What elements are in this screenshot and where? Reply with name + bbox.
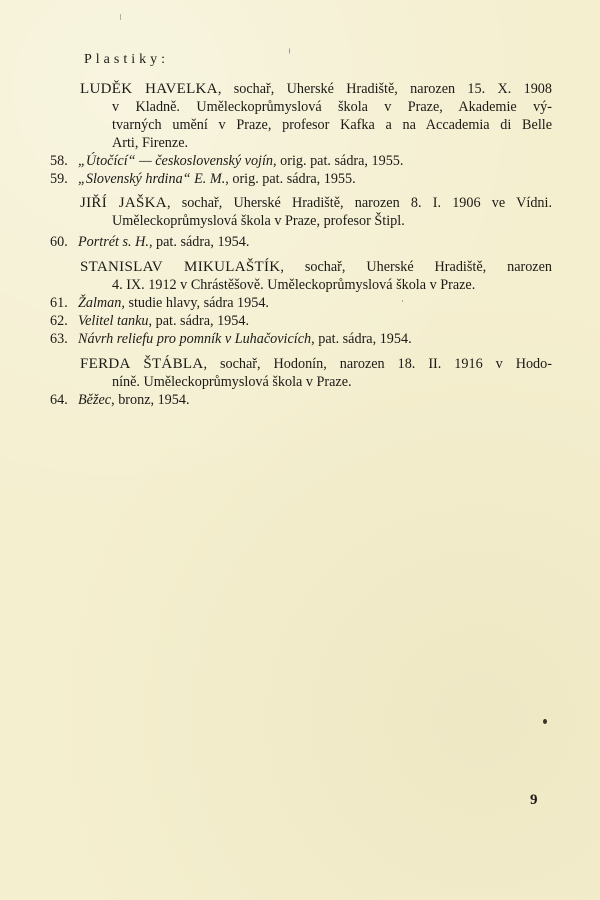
artist-name: STANISLAV MIKULAŠTÍK [80,259,281,275]
artist-bio-line [80,194,552,212]
work-details: , studie hlavy, sádra 1954. [121,295,269,311]
artist-entry-mikulastik [80,258,552,294]
work-item [50,170,570,188]
work-item [50,391,570,409]
work-number: 61. [50,295,68,311]
artist-name: FERDA ŠTÁBLA [80,356,204,372]
work-number: 64. [50,392,68,408]
work-details: , pat. sádra, 1954. [148,313,250,329]
work-number: 58. [50,153,68,169]
artist-bio-line [80,80,552,98]
work-title: Návrh reliefu pro pomník v Luhačovicích [78,331,312,347]
work-title: „Slovenský hrdina“ E. M. [78,171,226,187]
artist-bio-text: , sochař, Uherské Hradiště, narozen 15. X. 1908 [217,81,552,97]
section-heading: Plastiky: [84,52,170,67]
work-item [50,233,570,251]
work-number: 60. [50,234,68,250]
work-details: , pat. sádra, 1954. [148,234,250,250]
artist-bio-line: 4. IX. 1912 v Chrástěšově. Uměleckoprůmyslová škola v Praze. [112,277,476,293]
paper-mark [120,14,121,20]
work-item [50,152,570,170]
page-number: 9 [530,792,538,808]
artist-bio-line [80,258,552,276]
artist-bio-line: níně. Uměleckoprůmyslová škola v Praze. [112,374,352,390]
work-number: 62. [50,313,68,329]
work-title: „Útočící“ — československý vojín [78,153,274,169]
artist-bio-text: , sochař, Hodonín, narozen 18. II. 1916 v Hodo- [203,356,552,372]
artist-entry-havelka [80,80,552,152]
artist-bio-line: Uměleckoprůmyslová škola v Praze, profesor Štipl. [112,213,405,229]
artist-name: JIŘÍ JAŠKA [80,195,167,211]
work-details: , orig. pat. sádra, 1955. [273,153,404,169]
work-details: , pat. sádra, 1954. [311,331,412,347]
work-number: 59. [50,171,68,187]
artist-bio-line [80,355,552,373]
artist-name: LUDĚK HAVELKA [80,81,218,97]
work-item [50,312,570,330]
artist-bio-line: Arti, Firenze. [112,135,189,151]
artist-bio-line: tvarných umění v Praze, profesor Kafka a na Accademia di Belle [112,117,552,133]
work-title: Portrét s. H. [78,234,149,250]
artist-entry-stabla [80,355,552,391]
ink-speck [543,719,547,724]
artist-bio-text: , sochař, Uherské Hradiště, narozen [280,259,552,275]
artist-bio-text: , sochař, Uherské Hradiště, narozen 8. I. 1906 ve Vídni. [166,195,553,211]
work-number: 63. [50,331,68,347]
artist-bio-line: v Kladně. Uměleckoprůmyslová škola v Praze, Akademie vý- [112,99,552,115]
work-details: , bronz, 1954. [111,392,190,408]
work-item [50,330,570,348]
paper-mark [289,48,290,54]
work-item [50,294,570,312]
work-title: Velitel tanku [78,313,149,329]
paper-mark [402,300,403,302]
artist-entry-jaska [80,194,552,230]
work-title: Běžec [78,392,112,408]
work-title: Žalman [78,295,122,311]
work-details: , orig. pat. sádra, 1955. [225,171,356,187]
